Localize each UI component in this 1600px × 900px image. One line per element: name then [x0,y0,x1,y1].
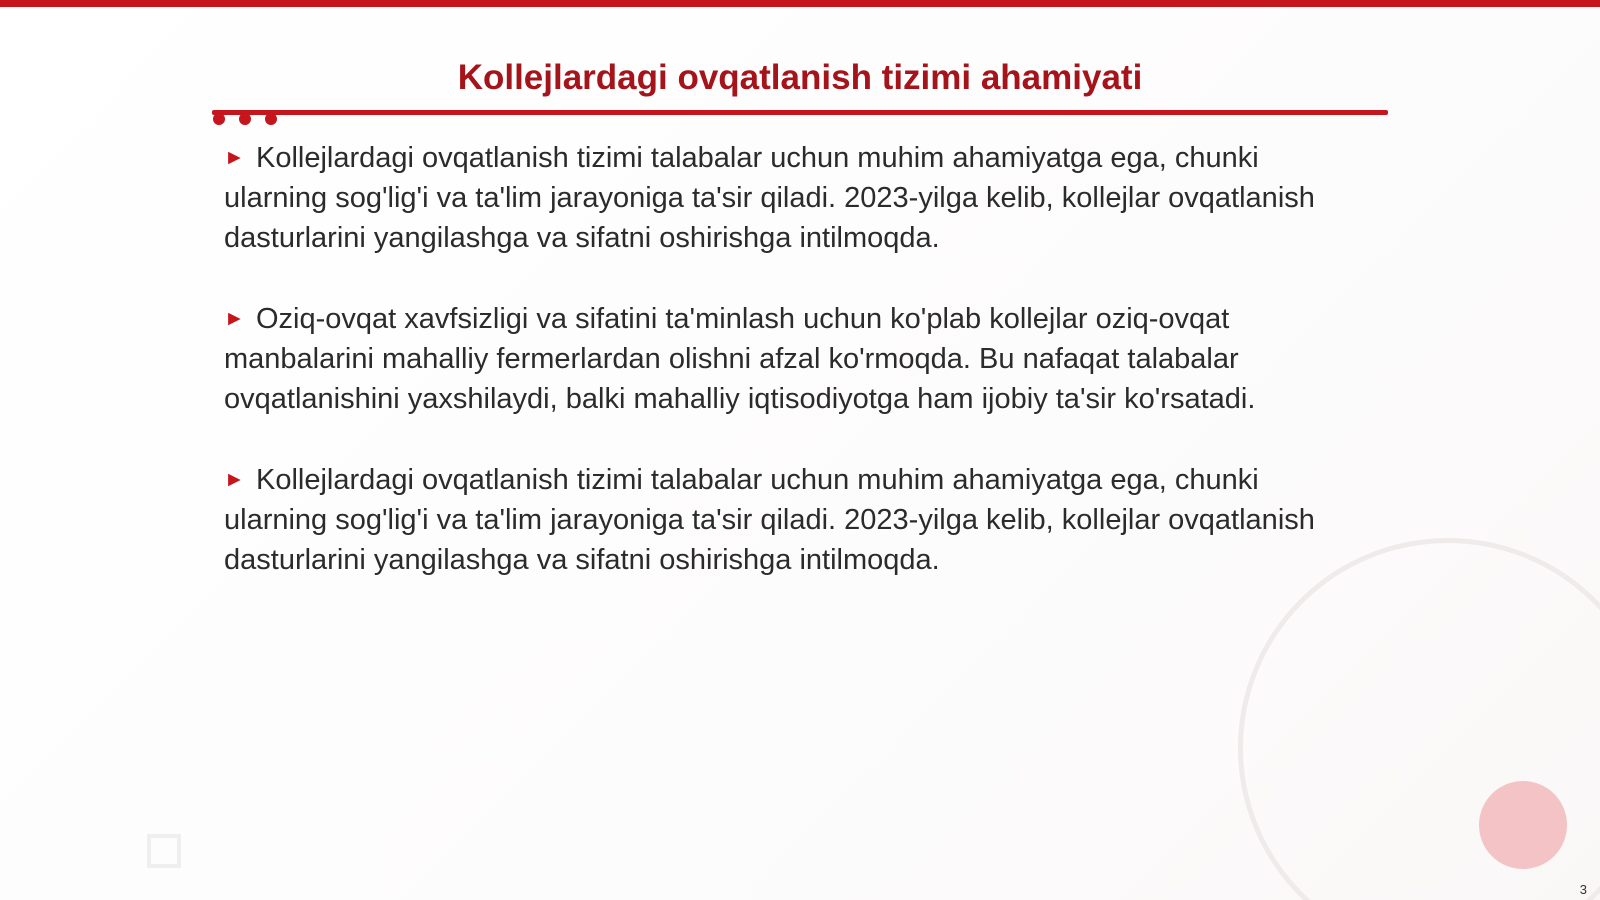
bullet-list [224,138,1334,621]
bullet-item [224,299,1334,419]
bullet-arrow-icon: ► [224,468,245,491]
slide-title: Kollejlardagi ovqatlanish tizimi ahamiyati [457,58,1143,97]
bullet-item [224,138,1334,258]
decorative-circle [1479,781,1567,869]
bullet-arrow-icon: ► [224,146,245,169]
bullet-text: Kollejlardagi ovqatlanish tizimi talabalar uchun muhim ahamiyatga ega, chunki ularning sog'lig'i va ta'lim jarayoniga ta'sir qiladi. 2023-yilga kelib, kollejlar ovqatlanish dasturlarini yangilashga va sifatni oshirishga intilmoqda. [224,464,1315,576]
bullet-item [224,460,1334,580]
divider-dot-icon [265,113,277,125]
top-accent-bar [0,0,1600,7]
decorative-square [147,834,181,868]
title-divider [212,110,1388,115]
divider-dot-icon [239,113,251,125]
bullet-arrow-icon: ► [224,307,245,330]
bullet-text: Kollejlardagi ovqatlanish tizimi talabalar uchun muhim ahamiyatga ega, chunki ularning sog'lig'i va ta'lim jarayoniga ta'sir qiladi. 2023-yilga kelib, kollejlar ovqatlanish dasturlarini yangilashga va sifatni oshirishga intilmoqda. [224,142,1315,254]
divider-dot-icon [213,113,225,125]
page-number: 3 [1579,882,1587,897]
bullet-text: Oziq-ovqat xavfsizligi va sifatini ta'minlash uchun ko'plab kollejlar oziq-ovqat manbalarini mahalliy fermerlardan olishni afzal ko'rmoqda. Bu nafaqat talabalar ovqatlanishini yaxshilaydi, balki mahalliy iqtisodiyotga ham ijobiy ta'sir ko'rsatadi. [224,303,1256,415]
